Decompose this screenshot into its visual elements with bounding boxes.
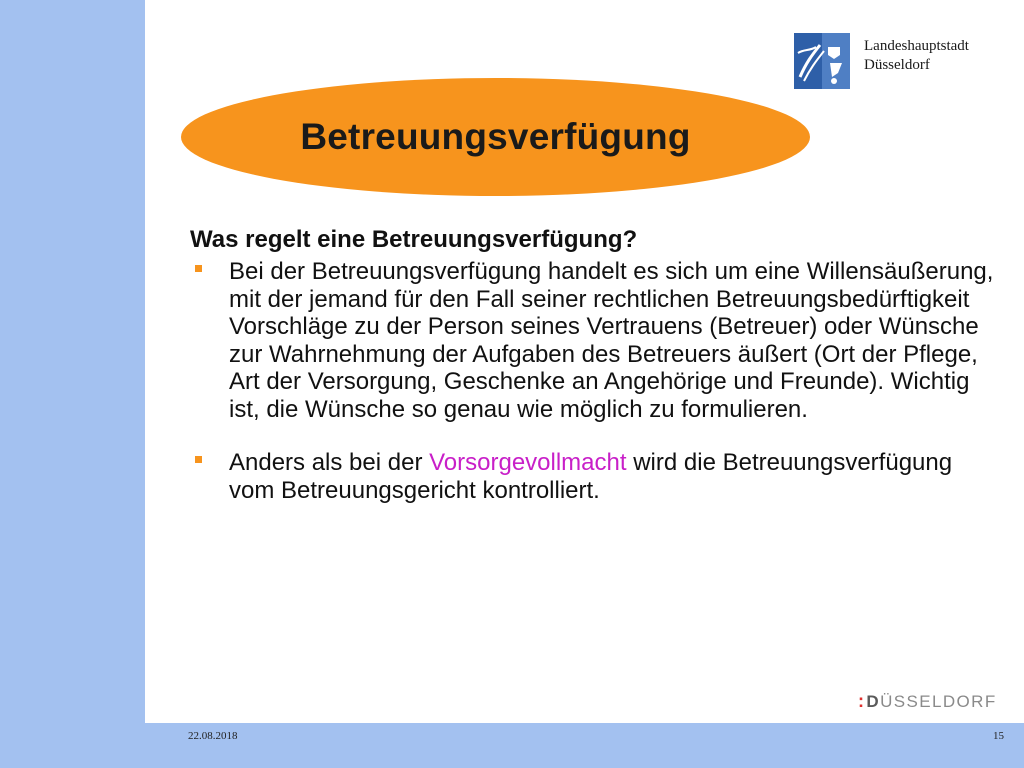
brand-colon-mark: : xyxy=(858,691,866,711)
footer-date: 22.08.2018 xyxy=(188,730,238,742)
bullet-item-control xyxy=(190,449,1000,504)
duesseldorf-brand-logo xyxy=(858,691,997,712)
slide-title: Betreuungsverfügung xyxy=(300,116,691,157)
city-logo xyxy=(794,33,969,89)
duesseldorf-city-emblem-icon xyxy=(794,33,850,89)
bullet-text: Bei der Betreuungsverfügung handelt es sich um eine Willensäußerung, mit der jemand für den Fall seiner rechtlichen Betreuungsbedürftigkeit Vorschläge zu der Person seines Vertrauens (Betreuer) oder Wünsche zur Wahrnehmung der Aufgaben des Betreuers äußert (Ort der Pflege, Art der Versorgung, Geschenke an Angehörige und Freunde). Wichtig ist, die Wünsche so genau wie möglich zu formulieren. xyxy=(229,258,994,423)
footer-page-number: 15 xyxy=(993,730,1004,742)
bullet-square-icon xyxy=(195,265,202,272)
vorsorgevollmacht-link[interactable]: Vorsorgevollmacht xyxy=(429,449,627,476)
bullet-text-suffix: wird die Betreuungsverfügung vom Betreuungsgericht kontrolliert. xyxy=(229,449,953,504)
logo-line-landeshauptstadt: Landeshauptstadt xyxy=(864,38,969,54)
bullet-item-definition xyxy=(190,258,1000,423)
logo-wordmark xyxy=(864,37,969,75)
footer-blue-band xyxy=(0,723,1024,768)
slide-content xyxy=(190,226,1000,504)
section-question: Was regelt eine Betreuungsverfügung? xyxy=(190,226,638,253)
brand-first-letter: D xyxy=(866,691,881,711)
bullet-text-prefix: Anders als bei der xyxy=(229,449,430,476)
left-blue-band xyxy=(0,0,145,768)
title-ellipse xyxy=(181,78,810,196)
bullet-square-icon xyxy=(195,456,202,463)
logo-line-duesseldorf: Düsseldorf xyxy=(864,57,930,73)
bullet-list xyxy=(190,258,1000,504)
brand-rest: ÜSSELDORF xyxy=(880,691,997,711)
